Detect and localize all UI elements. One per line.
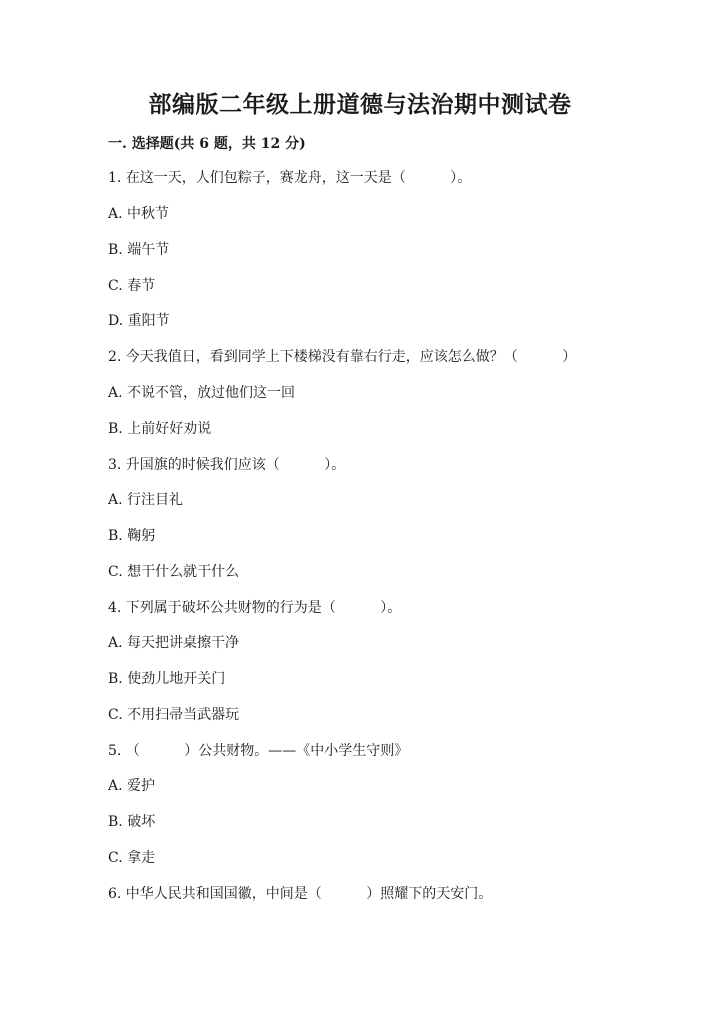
question-4-stem: 4. 下列属于破坏公共财物的行为是（ ）。 [108,600,402,616]
question-1-option-d: D. 重阳节 [108,313,170,329]
question-4-option-a: A. 每天把讲桌擦干净 [108,635,240,651]
question-2-stem: 2. 今天我值日，看到同学上下楼梯没有靠右行走，应该怎么做？（ ） [108,349,577,365]
question-5-option-a: A. 爱护 [108,778,156,794]
question-1-option-a: A. 中秋节 [108,206,170,222]
question-5-stem: 5. （ ）公共财物。——《中小学生守则》 [108,743,409,759]
question-1-stem: 1. 在这一天，人们包粽子，赛龙舟，这一天是（ ）。 [108,170,472,186]
question-3-option-c: C. 想干什么就干什么 [108,564,240,580]
question-5-option-c: C. 拿走 [108,850,156,866]
question-4-option-b: B. 使劲儿地开关门 [108,671,226,687]
question-2-option-a: A. 不说不管，放过他们这一回 [108,385,296,401]
question-5-option-b: B. 破坏 [108,814,156,830]
question-6-stem: 6. 中华人民共和国国徽，中间是（ ）照耀下的天安门。 [108,886,493,902]
question-3-option-b: B. 鞠躬 [108,528,156,544]
question-2-option-b: B. 上前好好劝说 [108,421,212,437]
question-3-option-a: A. 行注目礼 [108,492,184,508]
question-3-stem: 3. 升国旗的时候我们应该（ ）。 [108,457,346,473]
question-4-option-c: C. 不用扫帚当武器玩 [108,707,240,723]
section-heading: 一. 选择题(共 6 题，共 12 分) [108,136,306,152]
question-1-option-b: B. 端午节 [108,242,170,258]
exam-title: 部编版二年级上册道德与法治期中测试卷 [148,91,572,118]
question-1-option-c: C. 春节 [108,278,156,294]
